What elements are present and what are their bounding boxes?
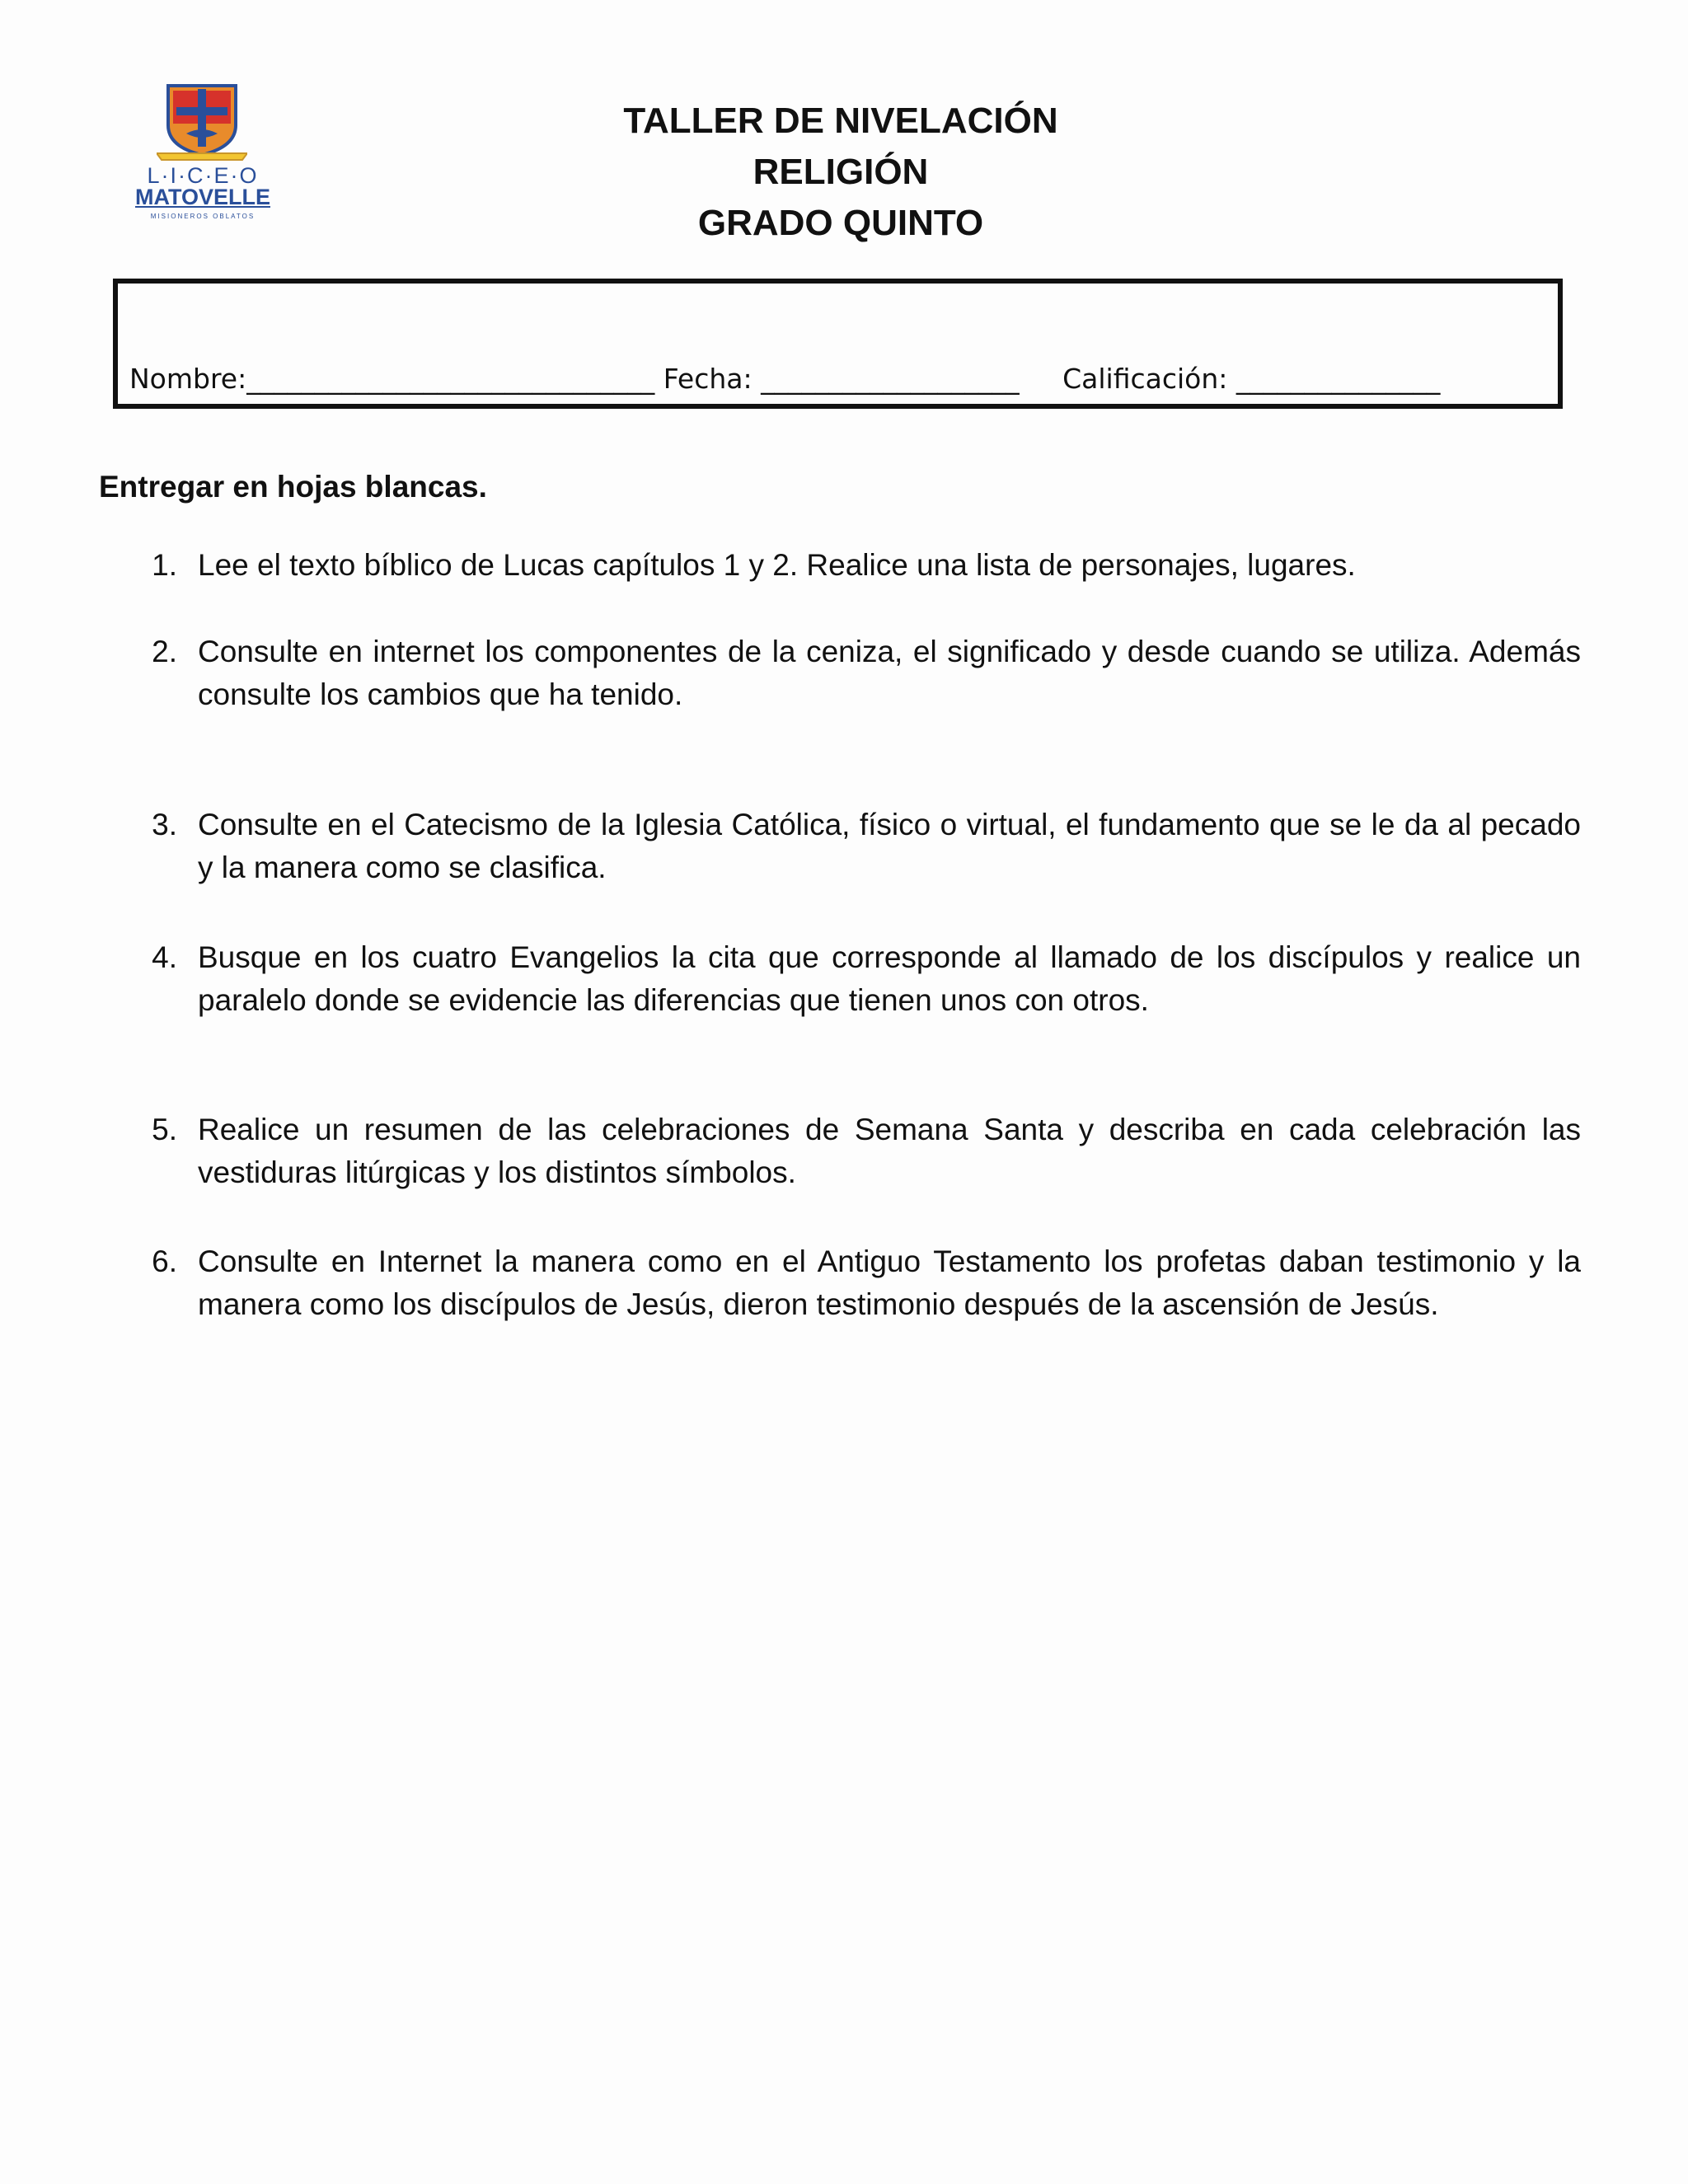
item-number: 1. bbox=[152, 548, 177, 582]
logo-motto-text: MISIONEROS OBLATOS bbox=[150, 213, 256, 220]
date-field: Fecha: ___________________ bbox=[663, 363, 1020, 395]
student-info-box bbox=[113, 279, 1563, 409]
item-text: Lee el texto bíblico de Lucas capítulos 1 y 2. Realice una lista de personajes, lugares. bbox=[198, 548, 1356, 582]
item-number: 5. bbox=[152, 1113, 177, 1146]
instructions-heading: Entregar en hojas blancas. bbox=[99, 470, 487, 504]
student-info-row bbox=[129, 363, 1546, 395]
school-logo bbox=[124, 82, 280, 227]
item-number: 6. bbox=[152, 1244, 177, 1278]
name-field: Nombre:______________________________ bbox=[129, 363, 655, 395]
item-text: Consulte en internet los componentes de la ceniza, el significado y desde cuando se utiliza. Además consulte los cambios que ha tenido. bbox=[198, 635, 1581, 711]
item-number: 4. bbox=[152, 940, 177, 974]
item-text: Consulte en Internet la manera como en el Antiguo Testamento los profetas daban testimonio y la manera como los discípulos de Jesús, dieron testimonio después de la ascensión de Jesús. bbox=[198, 1244, 1581, 1321]
item-text: Busque en los cuatro Evangelios la cita que corresponde al llamado de los discípulos y realice un paralelo donde se evidencie las diferencias que tienen unos con otros. bbox=[198, 940, 1581, 1017]
item-number: 3. bbox=[152, 808, 177, 841]
document-grade: GRADO QUINTO bbox=[697, 203, 984, 243]
document-title: TALLER DE NIVELACIÓN bbox=[623, 101, 1058, 141]
grade-field: Calificación: _______________ bbox=[1062, 363, 1441, 395]
logo-liceo-text: L·I·C·E·O bbox=[147, 163, 259, 188]
document-header bbox=[511, 96, 1170, 249]
logo-matovelle-text: MATOVELLE bbox=[134, 185, 270, 209]
school-crest-icon bbox=[157, 82, 247, 161]
item-text: Consulte en el Catecismo de la Iglesia Católica, físico o virtual, el fundamento que se le da al pecado y la manera como se clasifica. bbox=[198, 808, 1581, 884]
document-subject: RELIGIÓN bbox=[753, 152, 929, 192]
item-text: Realice un resumen de las celebraciones de Semana Santa y describa en cada celebración las vestiduras litúrgicas y los distintos símbolos. bbox=[198, 1113, 1581, 1189]
item-number: 2. bbox=[152, 635, 177, 668]
